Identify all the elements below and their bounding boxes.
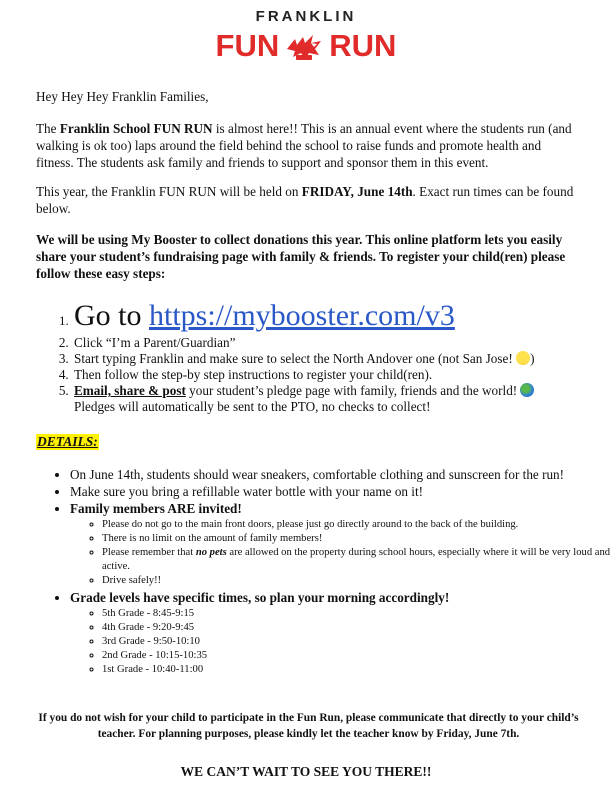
detail-water-bottle: • Make sure you bring a refillable water bottle with your name on it!	[70, 484, 612, 500]
details-heading: DETAILS:	[37, 434, 98, 449]
step-click-parent: 2. Click “I’m a Parent/Guardian”	[72, 335, 612, 351]
family-sublist	[70, 518, 612, 588]
logo-franklin-text: FRANKLIN	[255, 8, 357, 25]
step3-end: )	[530, 351, 535, 366]
dragon-mascot-icon	[283, 29, 325, 63]
closing-line: WE CAN’T WAIT TO SEE YOU THERE!!	[180, 764, 432, 779]
family-sub-doors: ◦ Please do not go to the main front doors, please just go directly around to the back of the building.	[102, 518, 612, 532]
detail-family-invited	[70, 501, 612, 588]
step5-line2: Pledges will automatically be sent to the PTO, no checks to collect!	[74, 399, 431, 414]
family-sub-no-limit: ◦ There is no limit on the amount of family members!	[102, 532, 612, 546]
registration-steps	[36, 297, 612, 415]
mybooster-link[interactable]: https://mybooster.com/v3	[149, 299, 455, 332]
step-type-franklin	[72, 351, 612, 367]
date-text-b: . Exact run times can be found below.	[36, 184, 574, 216]
no-pets-text-b: are allowed on the property during school hours, especially where it will be very loud and active.	[102, 547, 611, 572]
smiley-emoji-icon	[516, 351, 530, 365]
greeting: Hey Hey Hey Franklin Families,	[36, 89, 209, 104]
no-pets-text-a: Please remember that	[102, 547, 196, 558]
logo-fun-text: FUN	[215, 28, 280, 63]
details-list	[36, 467, 612, 679]
grade-time-item: ◦ 5th Grade - 8:45-9:15	[102, 607, 612, 621]
booster-note: We will be using My Booster to collect donations this year. This online platform lets you easily share your student’s fundraising page with family & friends. To register your child(ren) please follow these easy steps:	[36, 232, 566, 281]
intro-paragraph	[36, 120, 581, 171]
fun-run-logo	[0, 8, 612, 63]
date-paragraph	[36, 183, 581, 217]
family-invited-text: Family members ARE invited!	[70, 501, 242, 516]
step3-text: Start typing Franklin and make sure to select the North Andover one (not San Jose!	[74, 351, 517, 366]
grade-times-text: Grade levels have specific times, so plan your morning accordingly!	[70, 590, 450, 605]
date-text-a: This year, the Franklin FUN RUN will be held on	[36, 184, 302, 199]
step1-prefix: Go to	[74, 299, 149, 332]
detail-sneakers: • On June 14th, students should wear sneakers, comfortable clothing and sunscreen for the run!	[70, 467, 612, 483]
family-sub-drive-safely: ◦ Drive safely!!	[102, 574, 612, 588]
event-name: Franklin School FUN RUN	[59, 121, 213, 136]
detail-grade-times	[70, 590, 612, 677]
grade-time-item: ◦ 1st Grade - 10:40-11:00	[102, 663, 612, 677]
step-go-to	[72, 297, 612, 335]
no-pets-emphasis: no pets	[195, 547, 227, 558]
step5-text: your student’s pledge page with family, friends and the world!	[185, 383, 521, 398]
opt-out-note: If you do not wish for your child to participate in the Fun Run, please communicate that directly to your child’s teacher. For planning purposes, please kindly let the teacher know by Friday, June 7th.	[38, 712, 579, 740]
grade-time-item: ◦ 4th Grade - 9:20-9:45	[102, 621, 612, 635]
event-date: FRIDAY, June 14th	[301, 184, 413, 199]
intro-text-a: The	[36, 121, 60, 136]
grade-time-item: ◦ 3rd Grade - 9:50-10:10	[102, 635, 612, 649]
step5-bold: Email, share & post	[74, 383, 186, 398]
family-sub-no-pets	[102, 546, 612, 574]
intro-text-b: is almost here!! This is an annual event where the students run (and walking is ok too) laps around the field behind the school to raise funds and promote health and fitness. The students ask family and friends to support and sponsor them in this event.	[36, 121, 572, 170]
grade-times-list	[70, 607, 612, 677]
step-follow-instructions: 4. Then follow the step-by step instructions to register your child(ren).	[72, 367, 612, 383]
logo-fun-run	[0, 29, 612, 63]
grade-time-item: ◦ 2nd Grade - 10:15-10:35	[102, 649, 612, 663]
globe-emoji-icon	[520, 383, 534, 397]
step-share	[72, 383, 612, 415]
logo-run-text: RUN	[329, 28, 397, 63]
